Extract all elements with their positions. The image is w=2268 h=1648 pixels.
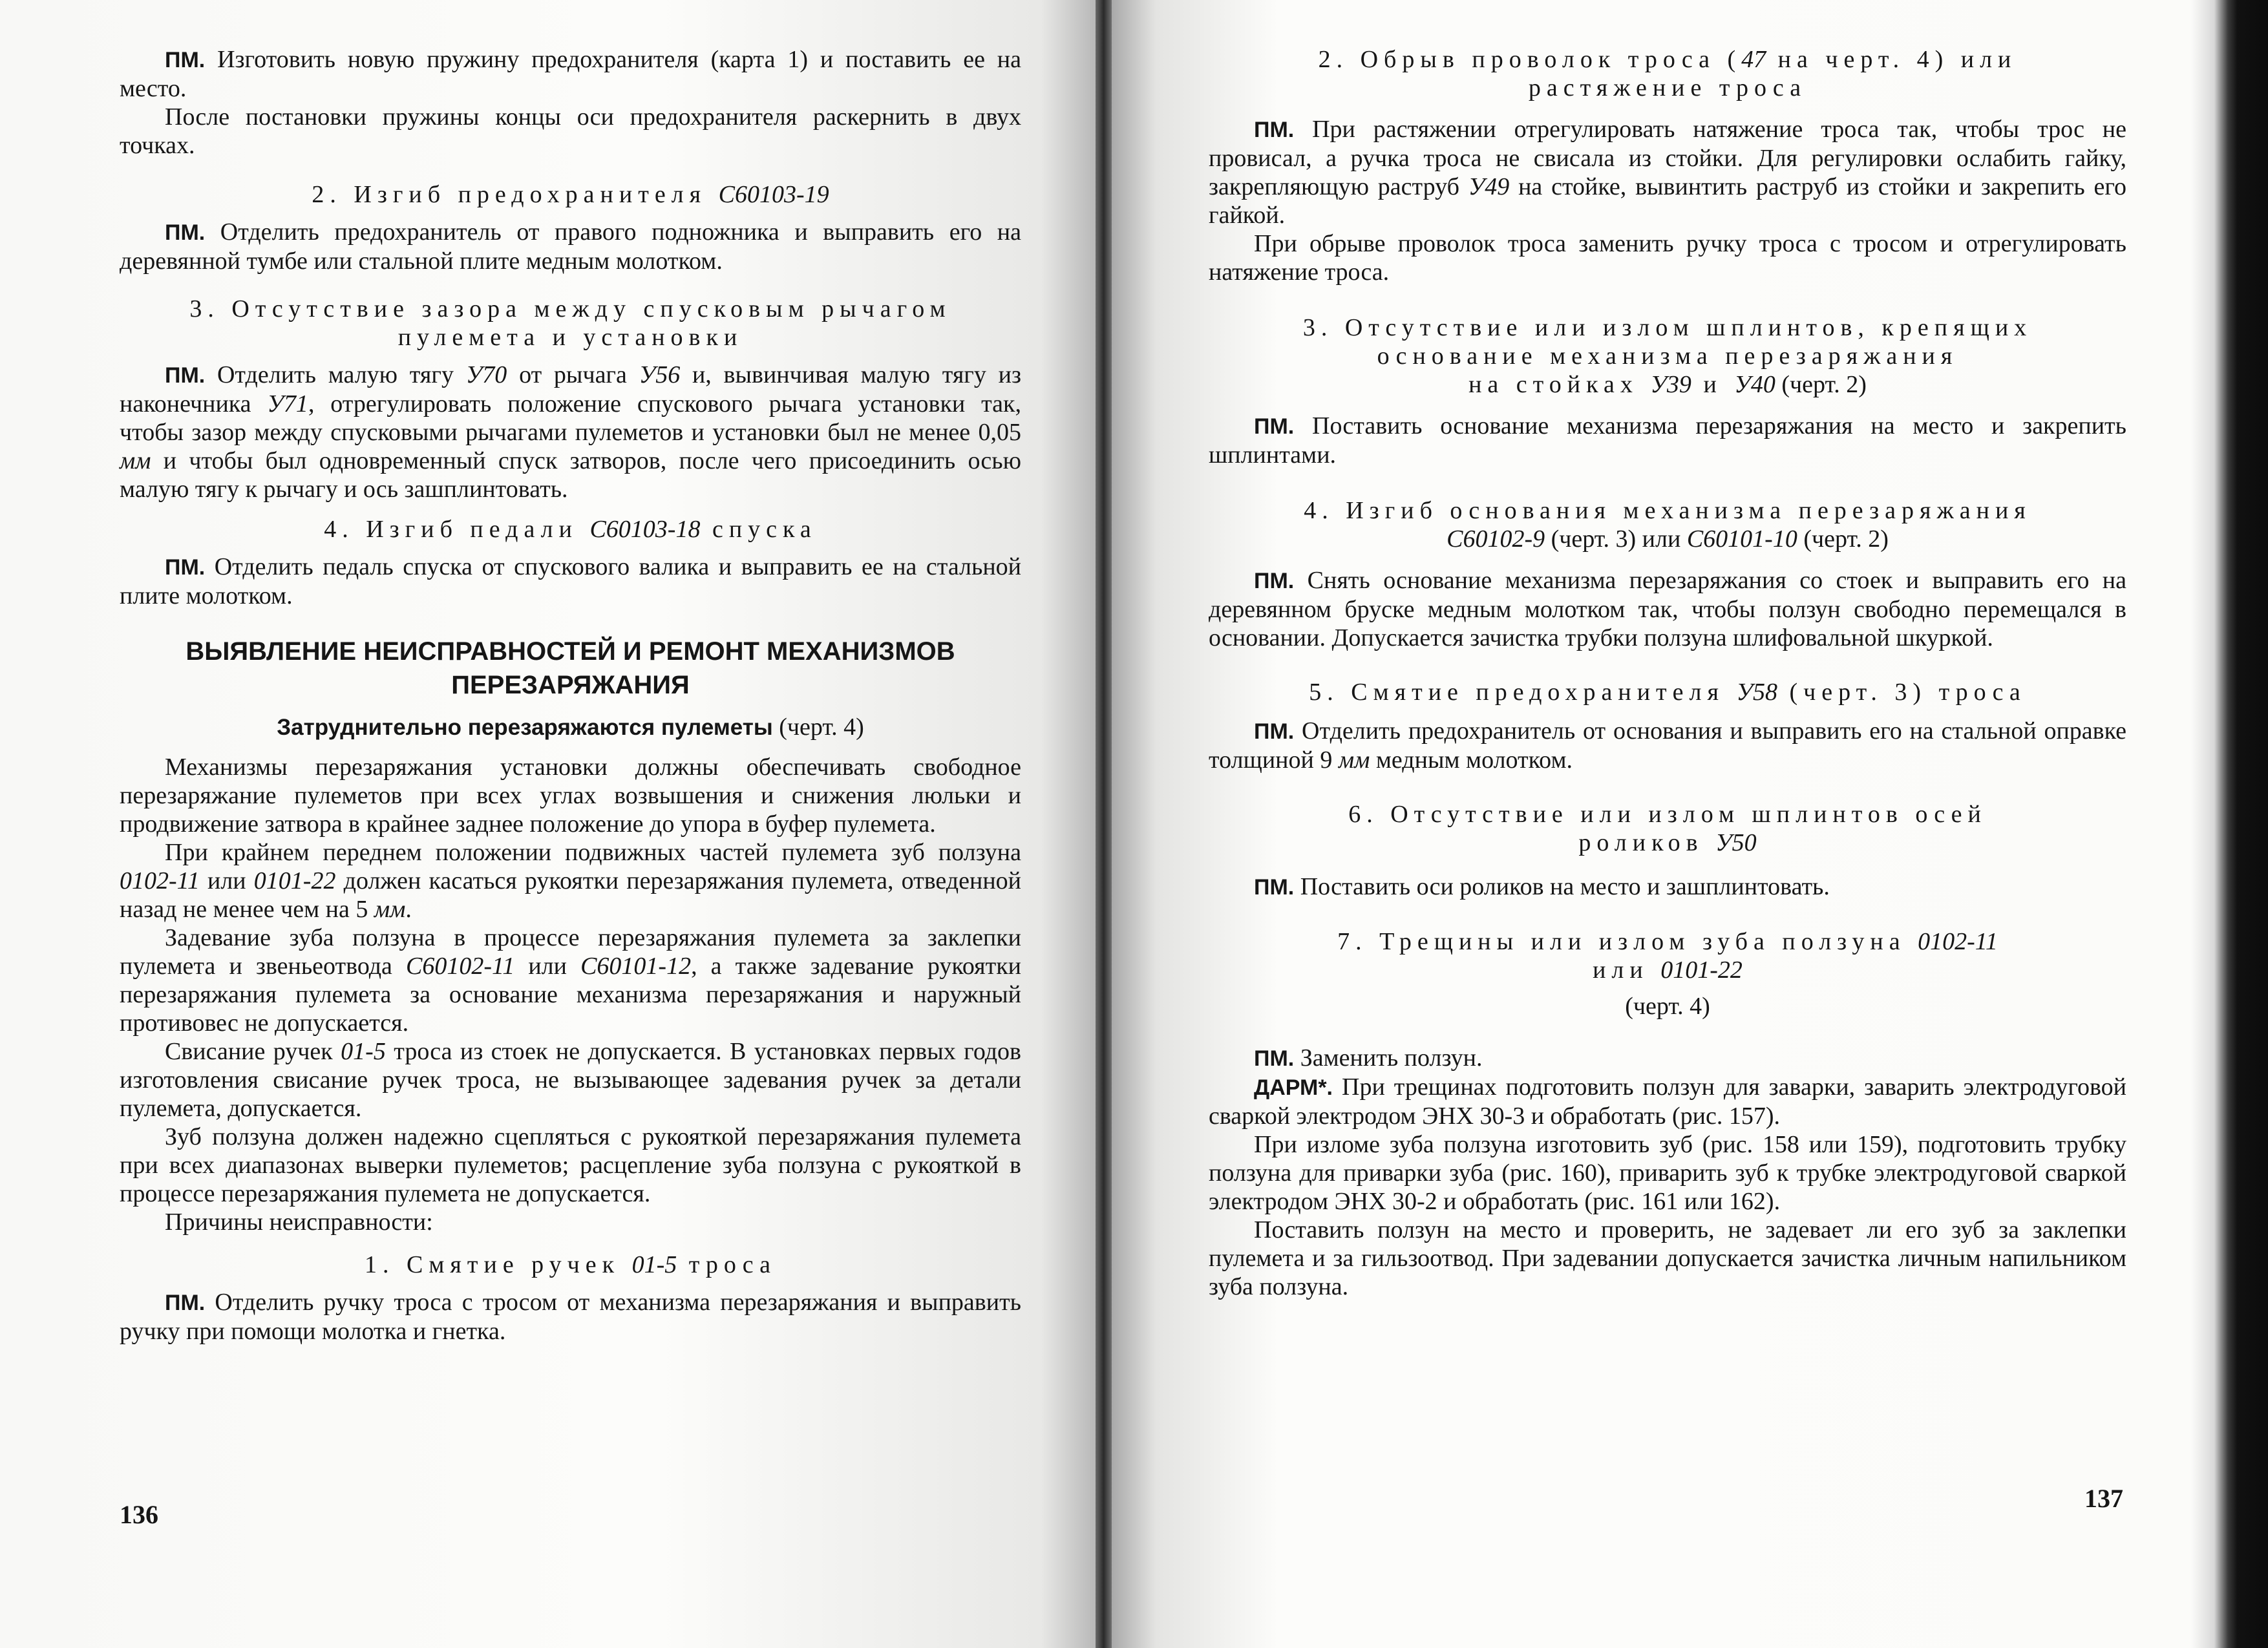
section-title: 1. Смятие ручек 01-5 троса — [365, 1251, 776, 1278]
pm-label: ПМ. — [165, 555, 206, 580]
section-title-line: пулемета и установки — [397, 324, 743, 351]
paragraph: ПМ. При растяжении отрегулировать натяжение троса так, чтобы трос не провисал, а ручка троса не свисала из стойки. Для регулировки ослабить гайку, закрепляющую раструб У49 на стойке, вывинтить раструб из стойки и закрепить его гайкой. — [1209, 116, 2127, 229]
darm-label: ДАРМ*. — [1254, 1075, 1333, 1100]
paragraph: Свисание ручек 01-5 троса из стоек не допускается. В установках первых годов изготовления свисание ручек троса, не вызывающее задевания ручек за детали пулемета, допускается. — [120, 1038, 1021, 1122]
pm-label: ПМ. — [165, 48, 206, 72]
section-title: 3. Отсутствие или излом шплинтов, крепящих — [1302, 314, 2033, 341]
figure-reference: (черт. 4) — [1625, 993, 1710, 1020]
section-title: 6. Отсутствие или излом шплинтов осей — [1348, 801, 1987, 828]
paragraph: ПМ. Отделить предохранитель от правого подножника и выправить его на деревянной тумбе или стальной плите медным молотком. — [120, 218, 1021, 275]
paragraph — [120, 45, 1021, 103]
section-title-line: или 0101-22 — [1593, 956, 1743, 984]
section-title: 4. Изгиб педали С60103-18 спуска — [324, 516, 817, 543]
pm-label: ПМ. — [165, 363, 206, 388]
section-title: 3. Отсутствие зазора между спусковым рычагом — [189, 295, 951, 322]
section-title-line: растяжение троса — [1528, 74, 1807, 101]
pm-label: ПМ. — [1254, 569, 1295, 593]
section-title-line: на стойках У39 и У40 (черт. 2) — [1468, 371, 1867, 398]
paragraph: ПМ. Снять основание механизма перезаряжания со стоек и выправить его на деревянном бруске медным молотком так, чтобы ползун свободно перемещался в основании. Допускается зачистка трубки ползуна шлифовальной шкуркой. — [1209, 567, 2127, 651]
pm-label: ПМ. — [165, 1291, 206, 1315]
part-code: 01-5 — [631, 1251, 677, 1278]
chapter-heading-line: ПЕРЕЗАРЯЖАНИЯ — [451, 671, 690, 699]
paragraph-text: Изготовить новую пружину предохранителя (карта 1) и поставить ее на место. — [120, 46, 1022, 102]
paragraph: При обрыве проволок троса заменить ручку троса с тросом и отрегулировать натяжение троса. — [1209, 230, 2126, 286]
section-title: 7. Трещины или излом зуба ползуна 0102-11 — [1337, 928, 1998, 955]
book-gutter — [1096, 0, 1112, 1648]
section-title: 2. Изгиб предохранителя С60103-19 — [312, 181, 829, 208]
chapter-heading: ВЫЯВЛЕНИЕ НЕИСПРАВНОСТЕЙ И РЕМОНТ МЕХАНИЗМОВ — [185, 637, 955, 666]
paragraph: ПМ. Отделить педаль спуска от спускового валика и выправить ее на стальной плите молотком. — [120, 553, 1021, 609]
page-edge-shadow — [2191, 0, 2268, 1648]
section-title-line: основание механизма перезаряжания — [1377, 343, 1958, 370]
paragraph: ДАРМ*. При трещинах подготовить ползун для заварки, заварить электродуговой сваркой электродом ЭНХ 30-3 и обработать (рис. 157). — [1209, 1073, 2126, 1130]
paragraph: ПМ. Отделить ручку троса с тросом от механизма перезаряжания и выправить ручку при помощи молотка и гнетка. — [120, 1289, 1022, 1345]
section-title-line: роликов У50 — [1578, 829, 1757, 856]
paragraph: При изломе зуба ползуна изготовить зуб (рис. 158 или 159), подготовить трубку ползуна для приварки зуба (рис. 160), приварить зуб к трубке электродуговой сваркой электродом ЭНХ 30-2 и обработать (рис. 161 или 162). — [1209, 1131, 2126, 1215]
paragraph: Механизмы перезаряжания установки должны обеспечивать свободное перезаряжание пулеметов при всех углах возвышения и снижения люльки и продвижение затвора в крайнее заднее положение до упора в буфер пулемета. — [120, 754, 1021, 838]
paragraph: ПМ. Поставить оси роликов на место и зашплинтовать. — [1254, 873, 1830, 900]
section-title: 4. Изгиб основания механизма перезаряжания — [1304, 497, 2031, 524]
page-number: 136 — [120, 1500, 158, 1529]
pm-label: ПМ. — [1254, 118, 1295, 142]
page-number: 137 — [2084, 1484, 2123, 1513]
paragraph: ПМ. Заменить ползун. — [1254, 1044, 1483, 1072]
section-title: 5. Смятие предохранителя У58 (черт. 3) троса — [1309, 679, 2026, 706]
section-title: 2. Обрыв проволок троса (47 на черт. 4) или — [1318, 46, 2017, 73]
pm-label: ПМ. — [1254, 1046, 1295, 1071]
pm-label: ПМ. — [165, 220, 206, 245]
paragraph: Зуб ползуна должен надежно сцепляться с рукояткой перезаряжания пулемета при всех диапазонах выверки пулеметов; расцепление зуба ползуна с рукояткой в процессе перезаряжания пулемета не допускается. — [120, 1123, 1021, 1207]
paragraph: ПМ. Поставить основание механизма перезаряжания на место и закрепить шплинтами. — [1209, 412, 2126, 469]
subheading: Затруднительно перезаряжаются пулеметы (черт. 4) — [277, 713, 864, 741]
pm-label: ПМ. — [1254, 875, 1295, 900]
part-code: С60103-18 — [589, 516, 701, 543]
section-title-line: С60102-9 (черт. 3) или С60101-10 (черт. 2) — [1447, 525, 1889, 553]
paragraph: Поставить ползун на место и проверить, не задевает ли его зуб за заклепки пулемета и за гильзоотвод. При задевании допускается зачистка личным напильником зуба ползуна. — [1209, 1216, 2126, 1300]
paragraph: Причины неисправности: — [165, 1209, 433, 1236]
paragraph: Задевание зуба ползуна в процессе перезаряжания пулемета за заклепки пулемета и звеньеотвода С60102-11 или С60101-12, а также задевание рукоятки перезаряжания пулемета за основание механизма перезаряжания и наружный противовес не допускается. — [120, 924, 1022, 1037]
paragraph: ПМ. Отделить малую тягу У70 от рычага У56 и, вывинчивая малую тягу из наконечника У71, отрегулировать положение спускового рычага установки так, чтобы зазор между спусковыми рычагами пулеметов и установки был не менее 0,05 мм и чтобы был одновременный спуск затворов, после чего присоединить осью малую тягу к рычагу и ось зашплинтовать. — [120, 361, 1021, 503]
paragraph: После постановки пружины концы оси предохранителя раскернить в двух точках. — [120, 103, 1021, 159]
left-column — [120, 45, 1021, 1346]
pm-label: ПМ. — [1254, 719, 1295, 744]
right-column — [1209, 45, 2126, 1301]
pm-label: ПМ. — [1254, 414, 1295, 439]
paragraph: При крайнем переднем положении подвижных частей пулемета зуб ползуна 0102-11 или 0101-22 должен касаться рукоятки перезаряжания пулемета, отведенной назад не менее чем на 5 мм. — [120, 839, 1021, 923]
part-code: С60103-19 — [718, 181, 829, 208]
paragraph: ПМ. Отделить предохранитель от основания и выправить его на стальной оправке толщиной 9 мм медным молотком. — [1209, 717, 2126, 774]
